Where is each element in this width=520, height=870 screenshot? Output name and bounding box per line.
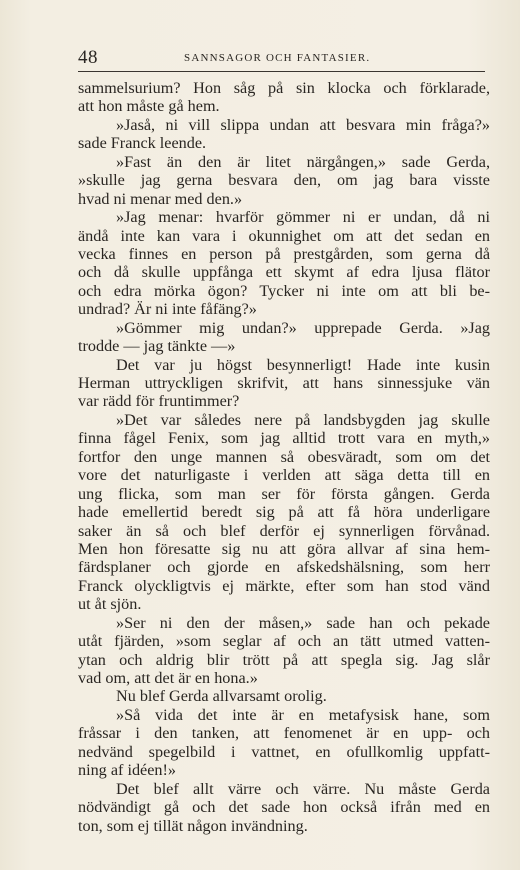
text-line: ning af idéen!»	[78, 761, 176, 780]
text-line: »Ser ni den der måsen,» sade han och pekade	[116, 613, 490, 632]
text-line: nedvänd spegelbild i vattnet, en ofullkomlig uppfatt-	[78, 742, 490, 761]
text-line: »Så vida det inte är en metafysisk hane, som	[116, 705, 490, 724]
text-line: »Gömmer mig undan?» upprepade Gerda. »Jag	[116, 318, 490, 337]
text-line: Men hon föresatte sig nu att göra allvar af sina hem-	[78, 539, 490, 558]
text-line: saker än så och blef derför ej synnerligen förvånad.	[78, 521, 490, 540]
text-line: hvad ni menar med den.»	[78, 189, 243, 208]
text-line: undrad? Är ni inte fåfäng?»	[78, 300, 257, 319]
text-line: var rädd för fruntimmer?	[78, 392, 240, 411]
text-line: hade emellertid beredt sig på att få höra underligare	[78, 503, 490, 522]
text-line: trodde — jag tänkte —»	[78, 337, 236, 356]
text-line: Herman uttryckligen skrifvit, att hans sinnessjuke vän	[78, 374, 490, 392]
running-head: SANNSAGOR OCH FANTASIER.	[184, 52, 371, 64]
text-line: vad om, att det är en hona.»	[78, 669, 258, 687]
text-line: Det var ju högst besynnerligt! Hade inte kusin	[116, 355, 490, 374]
text-line: ytan och aldrig blir trött på att spegla sig. Jag slår	[78, 650, 490, 669]
text-line: »skulle jag gerna besvara den, om jag bara visste	[78, 171, 490, 190]
text-line: och edra mörka ögon? Tycker ni inte om att bli be-	[78, 281, 490, 300]
text-line: sade Franck leende.	[78, 134, 207, 153]
body-text	[78, 79, 490, 835]
text-line: ung flicka, som man ser för första gången. Gerda	[78, 484, 490, 503]
text-line: färdsplaner och gjorde en afskedshälsning, som herr	[78, 558, 490, 577]
text-line: vore det naturligaste i verlden att säga detta till en	[78, 466, 490, 485]
text-line: Nu blef Gerda allvarsamt orolig.	[116, 687, 327, 706]
text-line: utåt fjärden, »som seglar af och an tätt utmed vatten-	[78, 632, 490, 651]
text-line: sammelsurium? Hon såg på sin klocka och förklarade,	[78, 79, 490, 97]
text-line: ut åt sjön.	[78, 595, 142, 614]
text-line: »Fast än den är litet närgången,» sade Gerda,	[116, 152, 490, 171]
text-line: att hon måste gå hem.	[78, 97, 220, 116]
text-line: »Jaså, ni vill slippa undan att besvara min fråga?»	[116, 115, 490, 134]
page-number: 48	[78, 47, 98, 68]
text-line: »Jag menar: hvarför gömmer ni er undan, då ni	[116, 208, 490, 227]
text-line: nödvändigt gå och det sade hon också ifrån med en	[78, 798, 490, 817]
text-line: finna fågel Fenix, som jag alltid trott vara en myth,»	[78, 429, 490, 448]
text-line: ton, som ej tillät någon invändning.	[78, 816, 308, 835]
text-line: och då skulle uppfånga ett skymt af edra ljusa flätor	[78, 263, 490, 282]
text-line: ändå inte kan vara i okunnighet om att det sedan en	[78, 226, 490, 245]
text-line: Det blef allt värre och värre. Nu måste Gerda	[116, 779, 490, 798]
text-line: fortfor den unge mannen så obesväradt, som om det	[78, 447, 490, 466]
page-header	[78, 47, 488, 69]
text-line: Franck olyckligtvis ej märkte, efter som han stod vänd	[78, 576, 490, 595]
header-rule	[78, 71, 485, 72]
text-line: fråssar i den tanken, att fenomenet är en upp- och	[78, 724, 490, 743]
text-line: vecka finnes en person på prestgården, som gerna då	[78, 244, 490, 263]
text-line: »Det var således nere på landsbygden jag skulle	[116, 410, 490, 429]
